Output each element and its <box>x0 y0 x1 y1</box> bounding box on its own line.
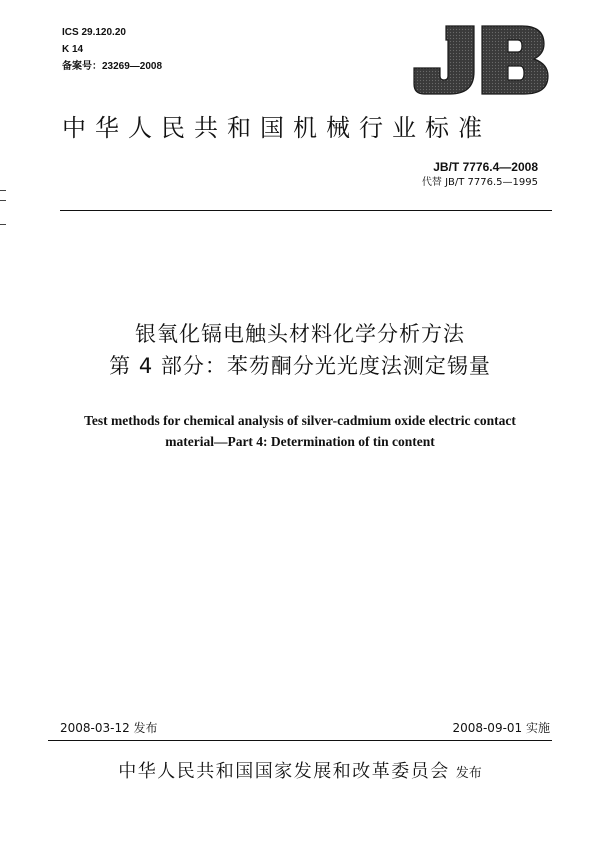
issuing-authority <box>0 759 600 787</box>
issuer-name: 中华人民共和国国家发展和改革委员会 <box>118 761 450 782</box>
top-divider <box>60 210 552 211</box>
ics-code: ICS 29.120.20 <box>62 27 126 38</box>
issue-date: 2008-03-12 发布 <box>60 721 158 735</box>
chinese-title-line-1: 银氧化镉电触头材料化学分析方法 <box>135 322 465 346</box>
jb-logo <box>410 22 550 98</box>
issuer-action: 发布 <box>455 766 482 781</box>
scan-edge-mark <box>0 200 6 201</box>
english-title-line-2: material—Part 4: Determination of tin content <box>165 434 435 449</box>
bottom-divider <box>48 740 552 741</box>
english-title <box>0 410 600 452</box>
implementation-date: 2008-09-01 实施 <box>452 721 550 735</box>
standard-body-title: 中华人民共和国机械行业标准 <box>62 114 491 142</box>
chinese-title-line-2: 第 4 部分：苯芴酮分光光度法测定锡量 <box>109 354 491 378</box>
replaces-standard: 代替 JB/T 7776.5—1995 <box>421 177 538 188</box>
scan-edge-mark <box>0 190 6 191</box>
english-title-line-1: Test methods for chemical analysis of silver-cadmium oxide electric contact <box>84 413 516 428</box>
scan-edge-mark <box>0 224 6 225</box>
chinese-title <box>0 318 600 382</box>
filing-number: 备案号：23269—2008 <box>62 61 163 72</box>
standard-number: JB/T 7776.4—2008 <box>433 160 538 174</box>
document-meta <box>62 24 162 75</box>
classification-code: K 14 <box>62 44 84 55</box>
